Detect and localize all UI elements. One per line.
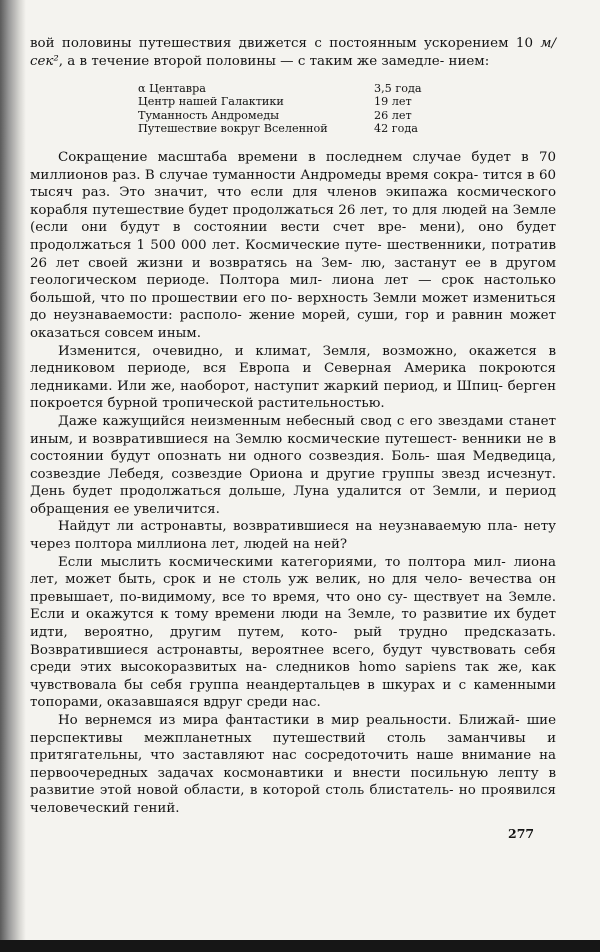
paragraph-cosmic-categories: Если мыслить космическими категориями, то полтора мил- лиона лет, может быть, срок и не столь уж велик, но для чело- вечества он превышает, по-видимому, все то время, что оно су- ществует на Земле. Если и окажутся к тому времени люди на Земле, то развитие их будет идти, вероятно, другим путем, кото- рый трудно предсказать. Возвратившиеся астронавты, вероятнее всего, будут чувствовать себя среди этих высокоразвитых на- следников homo sapiens так же, как чувствовала бы себя группа неандертальцев в шкурах и с каменными топорами, оказавшаяся вдруг среди нас.: [30, 554, 556, 711]
paragraph-reality: Но вернемся из мира фантастики в мир реальности. Ближай- шие перспективы межпланетных путешествий столь заманчивы и притягательны, что заставляют нас сосредоточить наше внимание на первоочередных задачах космонавтики и внести посильную лепту в развитие этой новой области, в которой столь блистатель- но проявился человеческий гений.: [30, 713, 556, 816]
paragraph-sky: Даже кажущийся неизменным небесный свод с его звездами станет иным, и возвратившиеся на Землю космические путешест- венники не в состоянии будут опознать ни одного созвездия. Боль- шая Медведица, созвездие Лебедя, созвездие Ориона и другие группы звезд исчезнут. День будет продолжаться дольше, Луна удалится от Земли, и период обращения ее увеличится.: [30, 413, 556, 517]
destination-name: Туманность Андромеды: [138, 108, 279, 122]
acceleration-unit: м/сек²: [30, 36, 556, 69]
page-number: 277: [508, 826, 535, 841]
intro-line-2-suffix: , а в течение второй половины — с таким же замедле-: [58, 53, 445, 69]
table-row: [30, 122, 556, 135]
intro-line-2-prefix: 10: [515, 36, 541, 51]
scan-bottom-edge: [0, 940, 600, 952]
table-row: [30, 109, 556, 122]
destination-name: Центр нашей Галактики: [138, 95, 284, 109]
intro-paragraph: [30, 35, 556, 70]
paragraph-climate: Изменится, очевидно, и климат, Земля, возможно, окажется в ледниковом периоде, вся Европа и Северная Америка покроются ледниками. Или же, наоборот, наступит жаркий период, и Шпиц- берген покроется бурной тропической растительностью.: [30, 343, 556, 412]
paragraph-question: Найдут ли астронавты, возвратившиеся на неузнаваемую пла- нету через полтора миллиона лет, людей на ней?: [30, 519, 556, 553]
page-text: [30, 35, 556, 818]
travel-time: 26 лет: [374, 108, 412, 122]
destination-name: α Центавра: [138, 82, 206, 96]
travel-time: 3,5 года: [374, 82, 422, 96]
page-binding-shadow: [0, 0, 26, 952]
travel-time-table: [30, 82, 556, 135]
table-row: [30, 82, 556, 95]
intro-line-1: вой половины путешествия движется с постоянным ускорением: [30, 36, 509, 51]
travel-time: 19 лет: [374, 95, 412, 109]
table-row: [30, 95, 556, 108]
destination-name: Путешествие вокруг Вселенной: [138, 121, 328, 135]
travel-time: 42 года: [374, 121, 418, 135]
intro-line-3: нием:: [448, 53, 490, 69]
paragraph-time-scale: Сокращение масштаба времени в последнем случае будет в 70 миллионов раз. В случае туманности Андромеды время сокра- тится в 60 тысяч раз. Это значит, что если для членов экипажа космического корабля путешествие будет продолжаться 26 лет, то для людей на Земле (если они будут в состоянии вести счет вре- мени), оно будет продолжаться 1 500 000 лет. Космические путе- шественники, потратив 26 лет своей жизни и возвратясь на Зем- лю, застанут ее в другом геологическом периоде. Полтора мил- лиона лет — срок настолько большой, что по прошествии его по- верхность Земли может измениться до неузнаваемости: располо- жение морей, суши, гор и равнин может оказаться совсем иным.: [30, 150, 556, 341]
